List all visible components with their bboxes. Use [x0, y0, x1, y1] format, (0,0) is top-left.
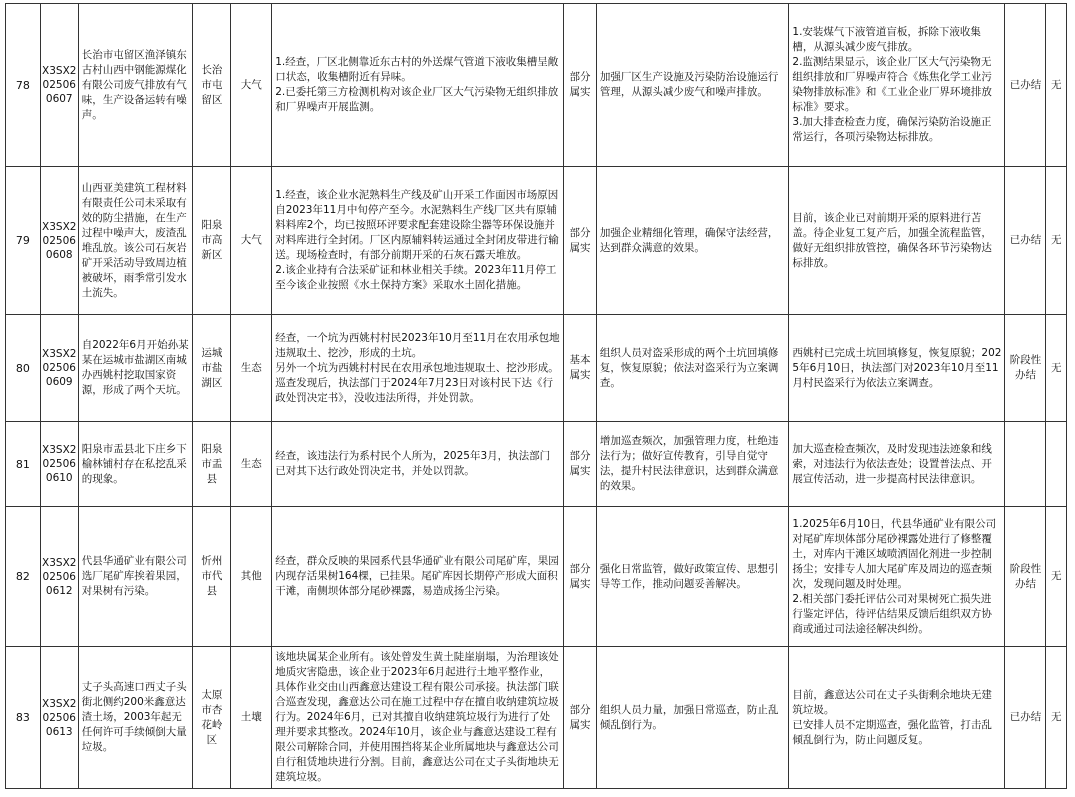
case-number: 78: [6, 4, 41, 167]
case-code: X3SX2025060612: [40, 507, 78, 647]
accountability: 无: [1046, 647, 1067, 789]
table-row: [6, 507, 1067, 647]
rectification-progress: 目前，该企业已对前期开采的原料进行苫盖。待企业复工复产后，加强全流程监管，做好无组织排放管控，确保各环节污染物达标排放。: [789, 167, 1005, 315]
case-code: X3SX2025060613: [40, 647, 78, 789]
case-number: 80: [6, 315, 41, 422]
handling-requirement: 强化日常监管，做好政策宣传、思想引导等工作，推动问题妥善解决。: [596, 507, 789, 647]
verification-verdict: 部分属实: [564, 167, 597, 315]
administrative-region: 阳泉市高新区: [193, 167, 231, 315]
rectification-progress: 目前，鑫意达公司在丈子头街剩余地块无建筑垃圾。 已安排人员不定期巡查，强化监管，打击乱倾乱倒行为，防止问题反复。: [789, 647, 1005, 789]
case-status: 阶段性办结: [1005, 507, 1046, 647]
handling-requirement: 组织人员对盗采形成的两个土坑回填修复，恢复原貌；依法对盗采行为立案调查。: [596, 315, 789, 422]
case-number: 83: [6, 647, 41, 789]
case-status: 已办结: [1005, 647, 1046, 789]
investigation-result: 1.经查，厂区北侧靠近东古村的外送煤气管道下液收集槽呈敞口状态，收集槽附近有异味。 2.已委托第三方检测机构对该企业厂区大气污染物无组织排放和厂界噪声开展监测。: [272, 4, 564, 167]
handling-requirement: 组织人员力量，加强日常巡查，防止乱倾乱倒行为。: [596, 647, 789, 789]
administrative-region: 阳泉市盂县: [193, 422, 231, 507]
case-status: 阶段性办结: [1005, 315, 1046, 422]
table-row: [6, 315, 1067, 422]
verification-verdict: 部分属实: [564, 422, 597, 507]
complaint-content: 长治市屯留区渔泽镇东古村山西中钢能源煤化有限公司废气排放有气味，生产设备运转有噪声。: [78, 4, 193, 167]
case-number: 82: [6, 507, 41, 647]
handling-requirement: 增加巡查频次，加强管理力度，杜绝违法行为；做好宣传教育，引导自觉守法，提升村民法律意识，达到群众满意的效果。: [596, 422, 789, 507]
table-row: [6, 647, 1067, 789]
case-status: 已办结: [1005, 167, 1046, 315]
investigation-result: 经查，群众反映的果园系代县华通矿业有限公司尾矿库，果园内现存活果树164棵，已挂果。尾矿库因长期停产形成大面积干滩，南侧坝体部分尾砂裸露，易造成扬尘污染。: [272, 507, 564, 647]
case-rows: [6, 4, 1067, 789]
table-row: [6, 167, 1067, 315]
complaint-content: 代县华通矿业有限公司选厂尾矿库挨着果园，对果树有污染。: [78, 507, 193, 647]
administrative-region: 忻州市代县: [193, 507, 231, 647]
pollution-type: 土壤: [231, 647, 272, 789]
case-status: 已办结: [1005, 4, 1046, 167]
accountability: [1046, 422, 1067, 507]
case-number: 81: [6, 422, 41, 507]
accountability: 无: [1046, 4, 1067, 167]
verification-verdict: 部分属实: [564, 647, 597, 789]
rectification-progress: 1.安装煤气下液管道盲板，拆除下液收集槽，从源头减少废气排放。 2.监测结果显示，该企业厂区大气污染物无组织排放和厂界噪声符合《炼焦化学工业污染物排放标准》和《工业企业厂界环境排放标准》要求。 3.加大排查检查力度，确保污染防治设施正常运行，各项污染物达标排放。: [789, 4, 1005, 167]
verification-verdict: 部分属实: [564, 507, 597, 647]
investigation-result: 1.经查，该企业水泥熟料生产线及矿山开采工作面因市场原因自2023年11月中旬停产至今。水泥熟料生产线厂区共有原辅料料库2个，均已按照环评要求配套建设除尘器等环保设施并对料库进行全封闭。厂区内原辅料转运通过全封闭皮带进行输送。现场检查时，有部分前期开采的石灰石露天堆放。 2.该企业持有合法采矿证和林业相关手续。2023年11月停工至今该企业按照《水土保持方案》采取水土固化措施。: [272, 167, 564, 315]
accountability: 无: [1046, 167, 1067, 315]
table-row: [6, 4, 1067, 167]
case-code: X3SX2025060607: [40, 4, 78, 167]
rectification-progress: 加大巡查检查频次，及时发现违法迹象和线索，对违法行为依法查处；设置普法点、开展宣传活动，进一步提高村民法律意识。: [789, 422, 1005, 507]
rectification-progress: 西姚村已完成土坑回填修复，恢复原貌；2025年6月10日，执法部门对2023年10月至11月村民盗采行为依法立案调查。: [789, 315, 1005, 422]
rectification-progress: 1.2025年6月10日，代县华通矿业有限公司对尾矿库坝体部分尾砂裸露处进行了修整覆土，对库内干滩区域喷洒固化剂进一步控制扬尘；安排专人加大尾矿库及周边的巡查频次，发现问题及时处理。 2.相关部门委托评估公司对果树死亡损失进行鉴定评估，待评估结果反馈后组织双方协商或通过司法途径解决纠纷。: [789, 507, 1005, 647]
handling-requirement: 加强企业精细化管理，确保守法经营，达到群众满意的效果。: [596, 167, 789, 315]
pollution-type: 大气: [231, 4, 272, 167]
table-row: [6, 422, 1067, 507]
complaint-content: 阳泉市盂县北下庄乡下榆林铺村存在私挖乱采的现象。: [78, 422, 193, 507]
case-code: X3SX2025060610: [40, 422, 78, 507]
case-table: [5, 3, 1067, 789]
complaint-content: 丈子头高速口西丈子头街北侧约200米鑫意达渣土场，2003年起无任何许可手续倾倒大量垃圾。: [78, 647, 193, 789]
investigation-result: 该地块属某企业所有。该处曾发生黄土陡崖崩塌，为治理该处地质灾害隐患，该企业于2023年6月起进行土地平整作业，具体作业交由山西鑫意达建设工程有限公司承接。执法部门联合巡查发现，鑫意达公司在施工过程中存在擅自收纳建筑垃圾行为。2024年6月，已对其擅自收纳建筑垃圾行为进行了处理并要求其整改。2024年10月，该企业与鑫意达建设工程有限公司解除合同，并使用围挡将某企业所属地块与鑫意达公司自行租赁地块进行分割。目前，鑫意达公司在丈子头街地块无建筑垃圾。: [272, 647, 564, 789]
accountability: 无: [1046, 315, 1067, 422]
handling-requirement: 加强厂区生产设施及污染防治设施运行管理，从源头减少废气和噪声排放。: [596, 4, 789, 167]
pollution-type: 大气: [231, 167, 272, 315]
administrative-region: 运城市盐湖区: [193, 315, 231, 422]
case-table-page: [5, 3, 1067, 789]
verification-verdict: 基本属实: [564, 315, 597, 422]
case-number: 79: [6, 167, 41, 315]
case-status: [1005, 422, 1046, 507]
complaint-content: 山西亚美建筑工程材料有限责任公司未采取有效的防尘措施，在生产过程中噪声大，废渣乱堆乱放。该公司石灰岩矿开采活动导致周边植被破坏，雨季常引发水土流失。: [78, 167, 193, 315]
accountability: 无: [1046, 507, 1067, 647]
case-code: X3SX2025060609: [40, 315, 78, 422]
pollution-type: 生态: [231, 422, 272, 507]
case-code: X3SX2025060608: [40, 167, 78, 315]
pollution-type: 其他: [231, 507, 272, 647]
administrative-region: 长治市屯留区: [193, 4, 231, 167]
investigation-result: 经查，一个坑为西姚村村民2023年10月至11月在农用承包地违规取土、挖沙，形成的土坑。 另外一个坑为西姚村村民在农用承包地违规取土、挖沙形成。巡查发现后，执法部门于2024年7月23日对该村民下达《行政处罚决定书》，没收违法所得，并处罚款。: [272, 315, 564, 422]
verification-verdict: 部分属实: [564, 4, 597, 167]
complaint-content: 自2022年6月开始孙某某在运城市盐湖区南城办西姚村挖取国家资源，形成了两个天坑。: [78, 315, 193, 422]
administrative-region: 太原市杏花岭区: [193, 647, 231, 789]
pollution-type: 生态: [231, 315, 272, 422]
investigation-result: 经查，该违法行为系村民个人所为，2025年3月，执法部门已对其下达行政处罚决定书，并处以罚款。: [272, 422, 564, 507]
